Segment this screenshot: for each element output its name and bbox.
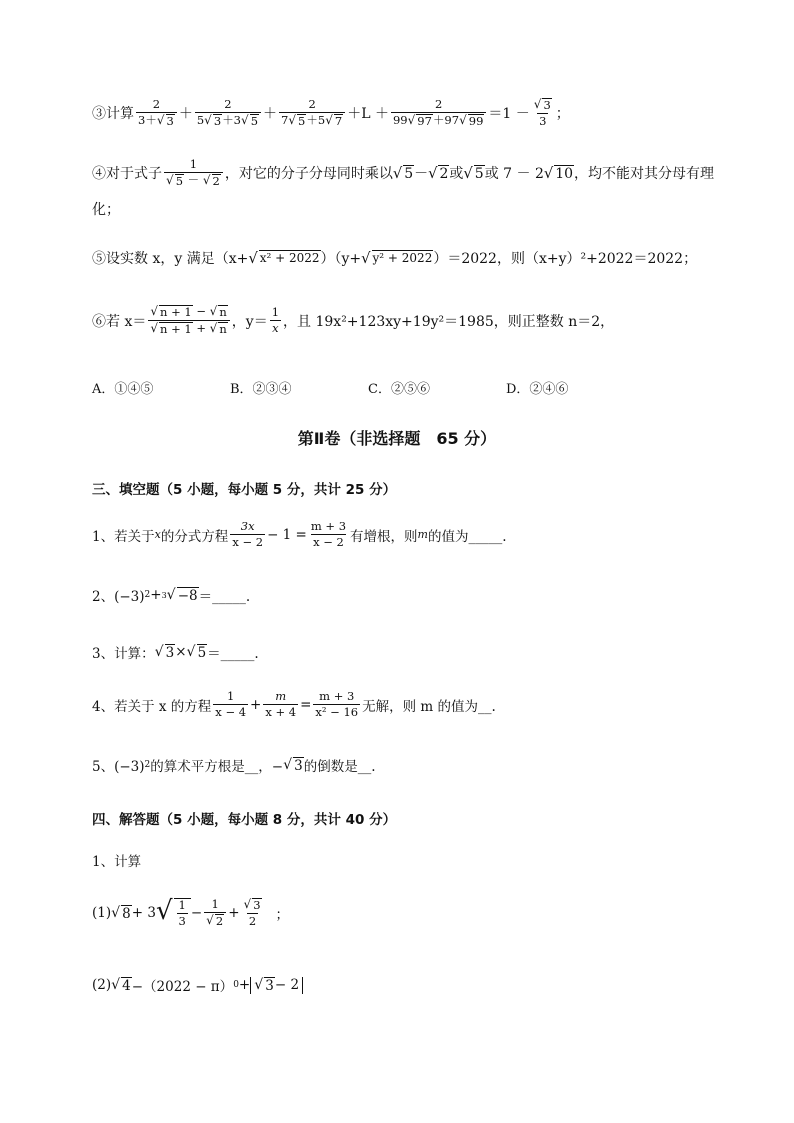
solve-q1-part1: (1) √ 8 + 3 √ $\frac{1}{3}$ − 1 √ 2 + √ 3 2 ； bbox=[92, 896, 290, 929]
option-a[interactable]: A．①④⑤ bbox=[92, 382, 154, 397]
fill-q2: 2、(−3) 2 + 3 √ −8 ＝_____. bbox=[92, 586, 251, 605]
fraction-3: 2 7 √ 5 ＋5 √ 7 bbox=[279, 98, 345, 128]
fraction-y: $\frac{1}{x}$ bbox=[271, 305, 280, 336]
option-b[interactable]: B．②③④ bbox=[230, 382, 292, 397]
section-4-title: 四、解答题（5 小题，每小题 8 分，共计 40 分） bbox=[92, 812, 397, 828]
fraction-item4: 1 √ 5 － √ 2 bbox=[164, 158, 223, 188]
fraction-2: 2 5 √ 3 ＋3 √ 5 bbox=[195, 98, 261, 128]
option-c[interactable]: C．②⑤⑥ bbox=[368, 382, 430, 397]
item-5: ⑤设实数 x，y 满足（x+ √ x² + 2022 ）（y+ √ y² + 2022 ）＝2022，则（x+y）²+2022＝2022； bbox=[92, 249, 698, 267]
equals-sign: ＝1 － bbox=[488, 106, 530, 123]
solve-q1-part2: (2) √ 4 −（2022 − π） 0 + √ 3 − 2 bbox=[92, 975, 303, 995]
item-3: ③计算 2 3＋ √ 3 ＋ 2 5 √ 3 ＋3 √ 5 ＋ 2 7 √ 5 ＋5 √ 7 ＋L ＋ 2 99 √ 97 ＋97 √ 99 ＝1 － √ 3 3 ； bbox=[92, 97, 570, 129]
item-4: ④对于式子 1 √ 5 － √ 2 ，对它的分子分母同时乘以 √ 5 － √ 2 或 √ 5 或 7 － 2 √ 10 ，均不能对其分母有理 bbox=[92, 157, 715, 189]
section-3-title: 三、填空题（5 小题，每小题 5 分，共计 25 分） bbox=[92, 482, 397, 498]
fill-q5: 5、(−3) 2 的算术平方根是__，− √ 3 的倒数是__. bbox=[92, 756, 376, 775]
fill-q4: 4、若关于 x 的方程 $\frac{1}{x - 4}$ + $\frac{m}{x + 4}$ = $\frac{m + 3}{\text{x² − 16}}$ 无解，则 m 的值为__. bbox=[92, 689, 496, 720]
item-6: ⑥若 x＝ √ n + 1 − √ n √ n + 1 + √ n ，y＝ $\frac{1}{x}$ ，且 19x²+123xy+19y²＝1985，则正整数 n＝2， bbox=[92, 304, 615, 337]
fraction-rhs: √ 3 3 bbox=[533, 97, 551, 129]
ellipsis: ＋L ＋ bbox=[347, 106, 389, 123]
item-4-continuation: 化； bbox=[92, 202, 120, 218]
solve-q1: 1、计算 bbox=[92, 854, 142, 870]
fraction-item6: √ n + 1 − √ n √ n + 1 + √ n bbox=[148, 305, 229, 336]
fraction-4: 2 99 √ 97 ＋97 √ 99 bbox=[391, 98, 486, 128]
absolute-value: √ 3 − 2 bbox=[250, 977, 303, 994]
part-2-title: 第Ⅱ卷（非选择题 65 分） bbox=[297, 429, 497, 448]
item-3-lead: ③计算 bbox=[92, 106, 134, 123]
option-d[interactable]: D．②④⑥ bbox=[506, 382, 569, 397]
fill-q1: 1、若关于 x 的分式方程 $\frac{3x}{x - 2}$ − 1 = $\frac{m + 3}{x - 2}$ 有增根，则 m 的值为_____. bbox=[92, 519, 507, 550]
fraction-1: 2 3＋ √ 3 bbox=[136, 98, 177, 128]
fill-q3: 3、计算： √ 3 × √ 5 ＝_____. bbox=[92, 643, 259, 662]
item-4-lead: ④对于式子 bbox=[92, 166, 162, 183]
